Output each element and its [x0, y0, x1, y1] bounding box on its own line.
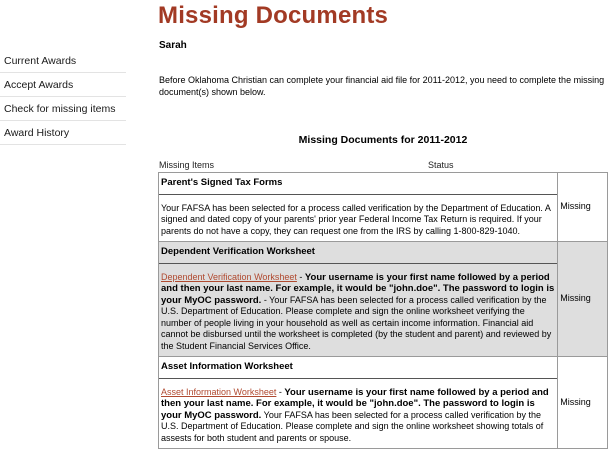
document-title: Parent's Signed Tax Forms	[159, 173, 557, 195]
table-row	[159, 242, 608, 357]
login-instructions: Your username is your first name followed by a period and then your last name. For example, it would be "john.doe". The password to login is your MyOC password.	[161, 386, 549, 421]
table-row	[159, 173, 608, 242]
login-instructions: Your username is your first name followed by a period and then your last name. For example, it would be "john.doe". The password to login is your MyOC password.	[161, 271, 555, 306]
status-cell: Missing	[558, 242, 608, 357]
page-title: Missing Documents	[158, 2, 389, 29]
asset-information-worksheet-link[interactable]: Asset Information Worksheet	[161, 386, 277, 397]
sidebar-item-accept-awards[interactable]: Accept Awards	[0, 74, 126, 97]
sidebar-nav	[0, 0, 126, 475]
column-header-status: Status	[428, 160, 454, 170]
document-text: Your FAFSA has been selected for a process called verification by the Department of Education. A signed and dated copy of your parents' prior year Federal Income Tax Return is required. If your parents do not have a copy, they can request one from the IRS by calling 1-800-829-1040.	[161, 202, 551, 236]
document-description	[159, 203, 557, 242]
intro-text: Before Oklahoma Christian can complete your financial aid file for 2011-2012, you need to complete the missing document(s) shown below.	[159, 75, 605, 97]
sidebar-item-check-missing-items[interactable]: Check for missing items	[0, 98, 126, 121]
table-row	[159, 357, 608, 449]
document-text: Your FAFSA has been selected for a process called verification by the U.S. Department of Education. Please complete and sign the online worksheet showing totals of assests for both student and parents or spouse.	[161, 409, 544, 443]
document-cell	[159, 357, 558, 449]
status-cell: Missing	[558, 173, 608, 242]
missing-documents-table	[158, 172, 608, 449]
document-description: Asset Information Worksheet - Your username is your first name followed by a period and then your last name. For example, it would be "john.doe". The password to login is your MyOC password. Your FAFSA has been selected for a process called verification by the U.S. Department of Education. Please complete and sign the online worksheet showing totals of assests for both student and parents or spouse.	[161, 386, 549, 443]
table-title: Missing Documents for 2011-2012	[298, 134, 468, 146]
document-description: Dependent Verification Worksheet - Your username is your first name followed by a period and then your last name. For example, it would be "john.doe". The password to login is your MyOC password. - Your FAFSA has been selected for a process called verification by the U.S. Department of Education. Please complete and sign the online worksheet verifying the number of people living in your household as well as certain income information. Financial aid cannot be disbursed until the worksheet is completed (by the student and parent) and reviewed by the Student Financial Services Office.	[161, 271, 555, 351]
document-cell	[159, 242, 558, 357]
document-title: Asset Information Worksheet	[159, 357, 557, 379]
sidebar-item-current-awards[interactable]: Current Awards	[0, 50, 126, 73]
status-cell: Missing	[558, 357, 608, 449]
document-title: Dependent Verification Worksheet	[159, 242, 557, 264]
sidebar-item-award-history[interactable]: Award History	[0, 122, 126, 145]
document-text: Your FAFSA has been selected for a process called verification by the U.S. Department of Education. Please complete and sign the online worksheet verifying the number of people living in your household as well as certain income information. Financial aid cannot be disbursed until the worksheet is completed (by the student and parent) and reviewed by the Student Financial Services Office.	[161, 294, 552, 351]
column-header-missing-items: Missing Items	[159, 160, 215, 170]
document-cell	[159, 173, 558, 242]
student-name: Sarah	[159, 40, 187, 51]
dependent-verification-worksheet-link[interactable]: Dependent Verification Worksheet	[161, 271, 297, 282]
